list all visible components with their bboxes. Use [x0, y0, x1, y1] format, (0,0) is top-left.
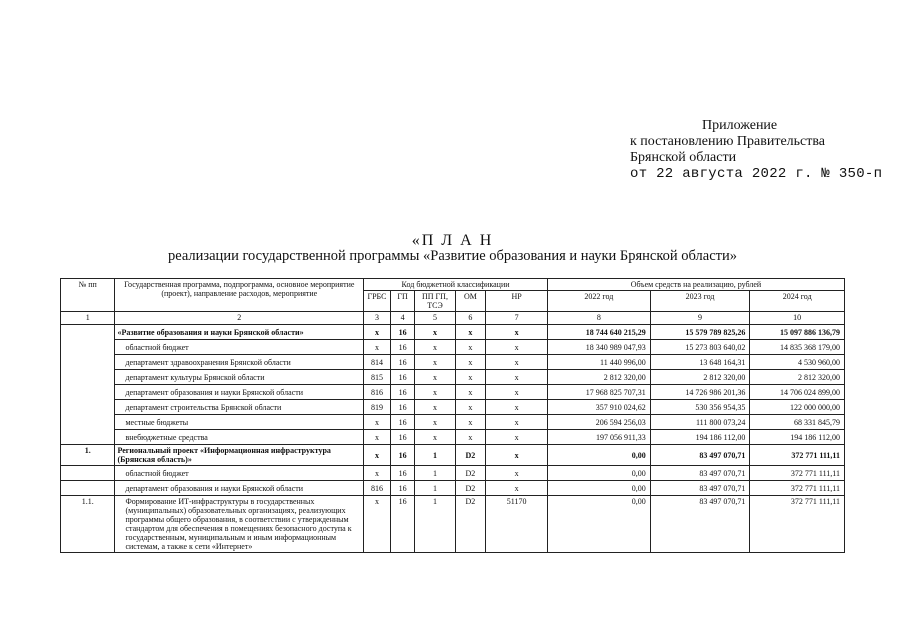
cell-name: областной бюджет	[115, 340, 364, 355]
cell-name: департамент здравоохранения Брянской области	[115, 355, 364, 370]
cell-pp: 1	[415, 481, 455, 496]
appendix-line-1: Приложение	[702, 118, 778, 133]
column-number-row	[61, 312, 845, 325]
cell-om: D2	[455, 481, 486, 496]
cell-name: департамент образования и науки Брянской области	[115, 481, 364, 496]
table-row	[61, 340, 845, 355]
cell-grbs: 814	[364, 355, 391, 370]
cell-y2023: 194 186 112,00	[650, 430, 750, 445]
cell-y2024: 4 530 960,00	[750, 355, 845, 370]
cell-y2022: 357 910 024,62	[547, 400, 650, 415]
cell-name: областной бюджет	[115, 466, 364, 481]
table-row	[61, 430, 845, 445]
cell-grbs: x	[364, 445, 391, 466]
cell-grbs: x	[364, 496, 391, 553]
cell-y2024: 372 771 111,11	[750, 481, 845, 496]
cell-name: Формирование ИТ-инфраструктуры в государственных (муниципальных) образовательных организациях, реализующих программы общего образования, в соответствии с утвержденным стандартом для обеспечения в помещениях безопасного доступа к государственным, муниципальным и иным информационным системам, а также к сети «Интернет»	[115, 496, 364, 553]
cell-nr: 51170	[486, 496, 548, 553]
cell-gp: 16	[390, 325, 415, 340]
cell-om: x	[455, 370, 486, 385]
appendix-line-4: от 22 августа 2022 г. № 350-п	[630, 166, 883, 182]
cell-y2023: 83 497 070,71	[650, 481, 750, 496]
cell-gp: 16	[390, 355, 415, 370]
appendix-line-3: Брянской области	[630, 150, 737, 165]
table-row	[61, 385, 845, 400]
cell-grbs: x	[364, 340, 391, 355]
table-row	[61, 496, 845, 553]
cell-om: x	[455, 355, 486, 370]
header-ppgp: ПП ГП, ТСЭ	[415, 291, 455, 312]
cell-y2024: 68 331 845,79	[750, 415, 845, 430]
cell-y2024: 14 835 368 179,00	[750, 340, 845, 355]
table-row	[61, 415, 845, 430]
header-om: ОМ	[455, 291, 486, 312]
cell-grbs: x	[364, 430, 391, 445]
table-row	[61, 481, 845, 496]
cell-om: D2	[455, 496, 486, 553]
col-number: 7	[486, 312, 548, 325]
plan-subtitle: реализации государственной программы «Развитие образования и науки Брянской области»	[167, 248, 738, 264]
cell-y2023: 15 273 803 640,02	[650, 340, 750, 355]
cell-gp: 16	[390, 340, 415, 355]
cell-num	[61, 325, 115, 445]
cell-om: x	[455, 415, 486, 430]
col-number: 4	[390, 312, 415, 325]
cell-gp: 16	[390, 415, 415, 430]
cell-y2023: 83 497 070,71	[650, 466, 750, 481]
cell-y2024: 372 771 111,11	[750, 466, 845, 481]
cell-gp: 16	[390, 385, 415, 400]
cell-grbs: x	[364, 325, 391, 340]
cell-pp: x	[415, 415, 455, 430]
cell-grbs: 816	[364, 385, 391, 400]
header-2022: 2022 год	[547, 291, 650, 312]
header-grbs: ГРБС	[364, 291, 391, 312]
cell-om: x	[455, 325, 486, 340]
cell-nr: x	[486, 340, 548, 355]
header-2023: 2023 год	[650, 291, 750, 312]
cell-y2022: 0,00	[547, 466, 650, 481]
cell-gp: 16	[390, 430, 415, 445]
cell-gp: 16	[390, 370, 415, 385]
cell-nr: x	[486, 430, 548, 445]
header-nr: НР	[486, 291, 548, 312]
col-number: 9	[650, 312, 750, 325]
col-number: 3	[364, 312, 391, 325]
cell-gp: 16	[390, 400, 415, 415]
cell-pp: 1	[415, 466, 455, 481]
cell-pp: x	[415, 325, 455, 340]
col-number: 1	[61, 312, 115, 325]
cell-grbs: x	[364, 466, 391, 481]
cell-gp: 16	[390, 445, 415, 466]
cell-pp: 1	[415, 445, 455, 466]
col-number: 6	[455, 312, 486, 325]
cell-name: «Развитие образования и науки Брянской области»	[115, 325, 364, 340]
cell-nr: x	[486, 370, 548, 385]
plan-title: «П Л А Н	[411, 232, 494, 249]
cell-y2024: 14 706 024 899,00	[750, 385, 845, 400]
header-row-1	[61, 279, 845, 291]
cell-y2022: 17 968 825 707,31	[547, 385, 650, 400]
table-row	[61, 355, 845, 370]
cell-y2023: 2 812 320,00	[650, 370, 750, 385]
cell-grbs: 819	[364, 400, 391, 415]
cell-y2022: 206 594 256,03	[547, 415, 650, 430]
cell-y2022: 0,00	[547, 445, 650, 466]
cell-y2023: 83 497 070,71	[650, 445, 750, 466]
table-row	[61, 466, 845, 481]
table-row	[61, 325, 845, 340]
header-funding: Объем средств на реализацию, рублей	[547, 279, 844, 291]
cell-name: Региональный проект «Информационная инфраструктура (Брянская область)»	[115, 445, 364, 466]
cell-pp: x	[415, 370, 455, 385]
cell-num	[61, 466, 115, 481]
table-row	[61, 445, 845, 466]
cell-om: x	[455, 400, 486, 415]
cell-num: 1.	[61, 445, 115, 466]
cell-name: департамент строительства Брянской области	[115, 400, 364, 415]
cell-y2023: 111 800 073,24	[650, 415, 750, 430]
cell-y2023: 530 356 954,35	[650, 400, 750, 415]
appendix-line-2: к постановлению Правительства	[630, 134, 826, 149]
header-num: № пп	[61, 279, 115, 312]
cell-nr: x	[486, 415, 548, 430]
cell-num	[61, 481, 115, 496]
cell-nr: x	[486, 325, 548, 340]
cell-nr: x	[486, 481, 548, 496]
plan-table-body	[61, 325, 845, 553]
cell-name: департамент образования и науки Брянской области	[115, 385, 364, 400]
header-budget-code: Код бюджетной классификации	[364, 279, 548, 291]
cell-nr: x	[486, 355, 548, 370]
cell-y2022: 2 812 320,00	[547, 370, 650, 385]
cell-pp: x	[415, 340, 455, 355]
table-row	[61, 400, 845, 415]
header-2024: 2024 год	[750, 291, 845, 312]
cell-y2022: 18 340 989 047,93	[547, 340, 650, 355]
cell-name: внебюджетные средства	[115, 430, 364, 445]
cell-num: 1.1.	[61, 496, 115, 553]
cell-y2024: 2 812 320,00	[750, 370, 845, 385]
appendix-block	[630, 118, 890, 182]
cell-om: D2	[455, 466, 486, 481]
cell-y2022: 0,00	[547, 481, 650, 496]
cell-om: x	[455, 385, 486, 400]
cell-y2024: 194 186 112,00	[750, 430, 845, 445]
col-number: 2	[115, 312, 364, 325]
cell-pp: 1	[415, 496, 455, 553]
cell-nr: x	[486, 385, 548, 400]
cell-grbs: x	[364, 415, 391, 430]
cell-y2022: 18 744 640 215,29	[547, 325, 650, 340]
header-gp: ГП	[390, 291, 415, 312]
cell-y2024: 372 771 111,11	[750, 445, 845, 466]
cell-name: департамент культуры Брянской области	[115, 370, 364, 385]
cell-y2024: 122 000 000,00	[750, 400, 845, 415]
cell-y2022: 11 440 996,00	[547, 355, 650, 370]
cell-y2022: 0,00	[547, 496, 650, 553]
cell-grbs: 815	[364, 370, 391, 385]
cell-pp: x	[415, 430, 455, 445]
cell-gp: 16	[390, 466, 415, 481]
cell-y2024: 15 097 886 136,79	[750, 325, 845, 340]
cell-name: местные бюджеты	[115, 415, 364, 430]
cell-gp: 16	[390, 496, 415, 553]
cell-pp: x	[415, 385, 455, 400]
cell-y2023: 14 726 986 201,36	[650, 385, 750, 400]
cell-nr: x	[486, 400, 548, 415]
cell-om: x	[455, 430, 486, 445]
col-number: 5	[415, 312, 455, 325]
cell-pp: x	[415, 400, 455, 415]
cell-y2023: 83 497 070,71	[650, 496, 750, 553]
cell-pp: x	[415, 355, 455, 370]
cell-om: x	[455, 340, 486, 355]
header-name: Государственная программа, подпрограмма, основное мероприятие (проект), направление расходов, мероприятие	[115, 279, 364, 312]
cell-grbs: 816	[364, 481, 391, 496]
cell-y2023: 13 648 164,31	[650, 355, 750, 370]
col-number: 10	[750, 312, 845, 325]
cell-gp: 16	[390, 481, 415, 496]
cell-nr: x	[486, 445, 548, 466]
table-row	[61, 370, 845, 385]
col-number: 8	[547, 312, 650, 325]
plan-table	[60, 278, 845, 553]
cell-y2023: 15 579 789 825,26	[650, 325, 750, 340]
cell-y2024: 372 771 111,11	[750, 496, 845, 553]
cell-y2022: 197 056 911,33	[547, 430, 650, 445]
cell-nr: x	[486, 466, 548, 481]
cell-om: D2	[455, 445, 486, 466]
